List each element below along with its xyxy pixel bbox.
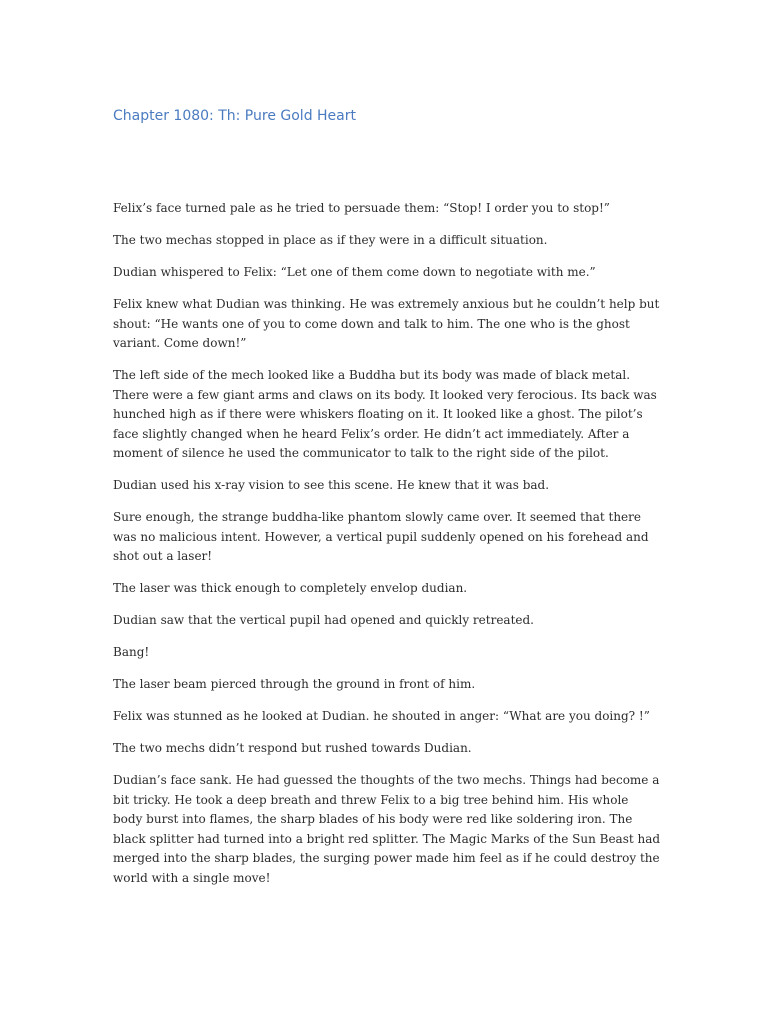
paragraph-14: Dudian’s face sank. He had guessed the thoughts of the two mechs. Things had become a bit tricky. He took a deep breath and threw Felix to a big tree behind him. His whole body burst into flames, the sharp blades of his body were red like soldering iron. The black splitter had turned into a bright red splitter. The Magic Marks of the Sun Beast had merged into the sharp blades, the surging power made him feel as if he could destroy the world with a single move! [113,773,661,885]
paragraph-1: Felix’s face turned pale as he tried to persuade them: “Stop! I order you to stop!” [113,201,610,215]
paragraph-10: Bang! [113,645,150,659]
paragraph-3: Dudian whispered to Felix: “Let one of them come down to negotiate with me.” [113,265,596,279]
paragraph-5: The left side of the mech looked like a Buddha but its body was made of black metal. There were a few giant arms and claws on its body. It looked very ferocious. Its back was hunched high as if there were whiskers floating on it. It looked like a ghost. The pilot’s face slightly changed when he heard Felix’s order. He didn’t act immediately. After a moment of silence he used the communicator to talk to the right side of the pilot. [113,368,657,460]
chapter-title: Chapter 1080: Th: Pure Gold Heart [113,108,356,124]
paragraph-2: The two mechas stopped in place as if they were in a difficult situation. [113,233,548,247]
paragraph-11: The laser beam pierced through the ground in front of him. [113,677,476,691]
paragraph-6: Dudian used his x-ray vision to see this scene. He knew that it was bad. [113,478,550,492]
paragraph-4: Felix knew what Dudian was thinking. He was extremely anxious but he couldn’t help but shout: “He wants one of you to come down and talk to him. The one who is the ghost variant. Come down!” [113,297,660,350]
chapter-body [113,199,661,901]
paragraph-9: Dudian saw that the vertical pupil had opened and quickly retreated. [113,613,534,627]
paragraph-7: Sure enough, the strange buddha-like phantom slowly came over. It seemed that there was no malicious intent. However, a vertical pupil suddenly opened on his forehead and shot out a laser! [113,510,649,563]
paragraph-13: The two mechs didn’t respond but rushed towards Dudian. [113,741,472,755]
paragraph-12: Felix was stunned as he looked at Dudian. he shouted in anger: “What are you doing? !” [113,709,650,723]
paragraph-8: The laser was thick enough to completely envelop dudian. [113,581,468,595]
